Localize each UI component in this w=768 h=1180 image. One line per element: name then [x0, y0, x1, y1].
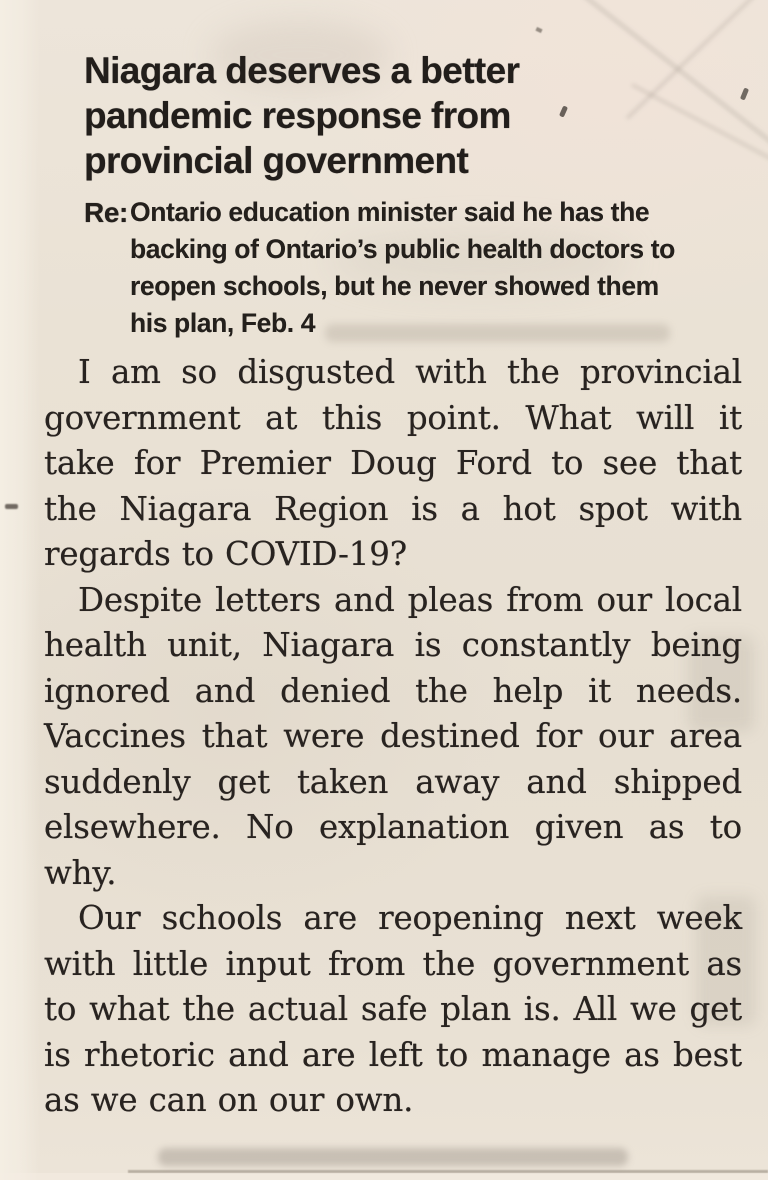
paper-band: [0, 1173, 768, 1180]
ink-speck: [535, 27, 542, 33]
bleedthrough-smudge: [158, 1148, 628, 1166]
paragraph: Despite letters and pleas from our local health unit, Niagara is constantly being ignored and denied the help it needs. Vaccines that were destined for our area suddenly get taken away and shipped elsewhere. No explanation given as to why.: [44, 580, 742, 892]
paragraph: I am so disgusted with the provincial government at this point. What will it take for Premier Doug Ford to see that the Niagara Region is a hot spot with regards to COVID-19?: [44, 353, 742, 573]
column-rule-bleedthrough: [128, 1170, 768, 1173]
ink-speck: [559, 105, 568, 117]
article-body: [44, 350, 742, 1124]
reference-text: Ontario education minister said he has the backing of Ontario’s public health doctors to reopen schools, but he never showed them his plan, Feb. 4: [130, 197, 675, 338]
headline-line: Niagara deserves a better: [84, 50, 520, 91]
paper-crease: [626, 0, 768, 119]
reference-note: [84, 194, 686, 342]
headline-line: pandemic response from: [84, 95, 511, 136]
paper-crease: [631, 83, 768, 180]
headline-line: provincial government: [84, 140, 469, 181]
paper-edge-highlight: [0, 0, 40, 1180]
paper-crease: [539, 0, 768, 147]
headline: [84, 48, 519, 183]
paragraph: Our schools are reopening next week with little input from the government as to what the actual safe plan is. All we get is rhetoric and are left to manage as best as we can on our own.: [44, 899, 742, 1119]
ink-speck: [740, 88, 749, 101]
reference-prefix: Re:: [84, 197, 128, 228]
